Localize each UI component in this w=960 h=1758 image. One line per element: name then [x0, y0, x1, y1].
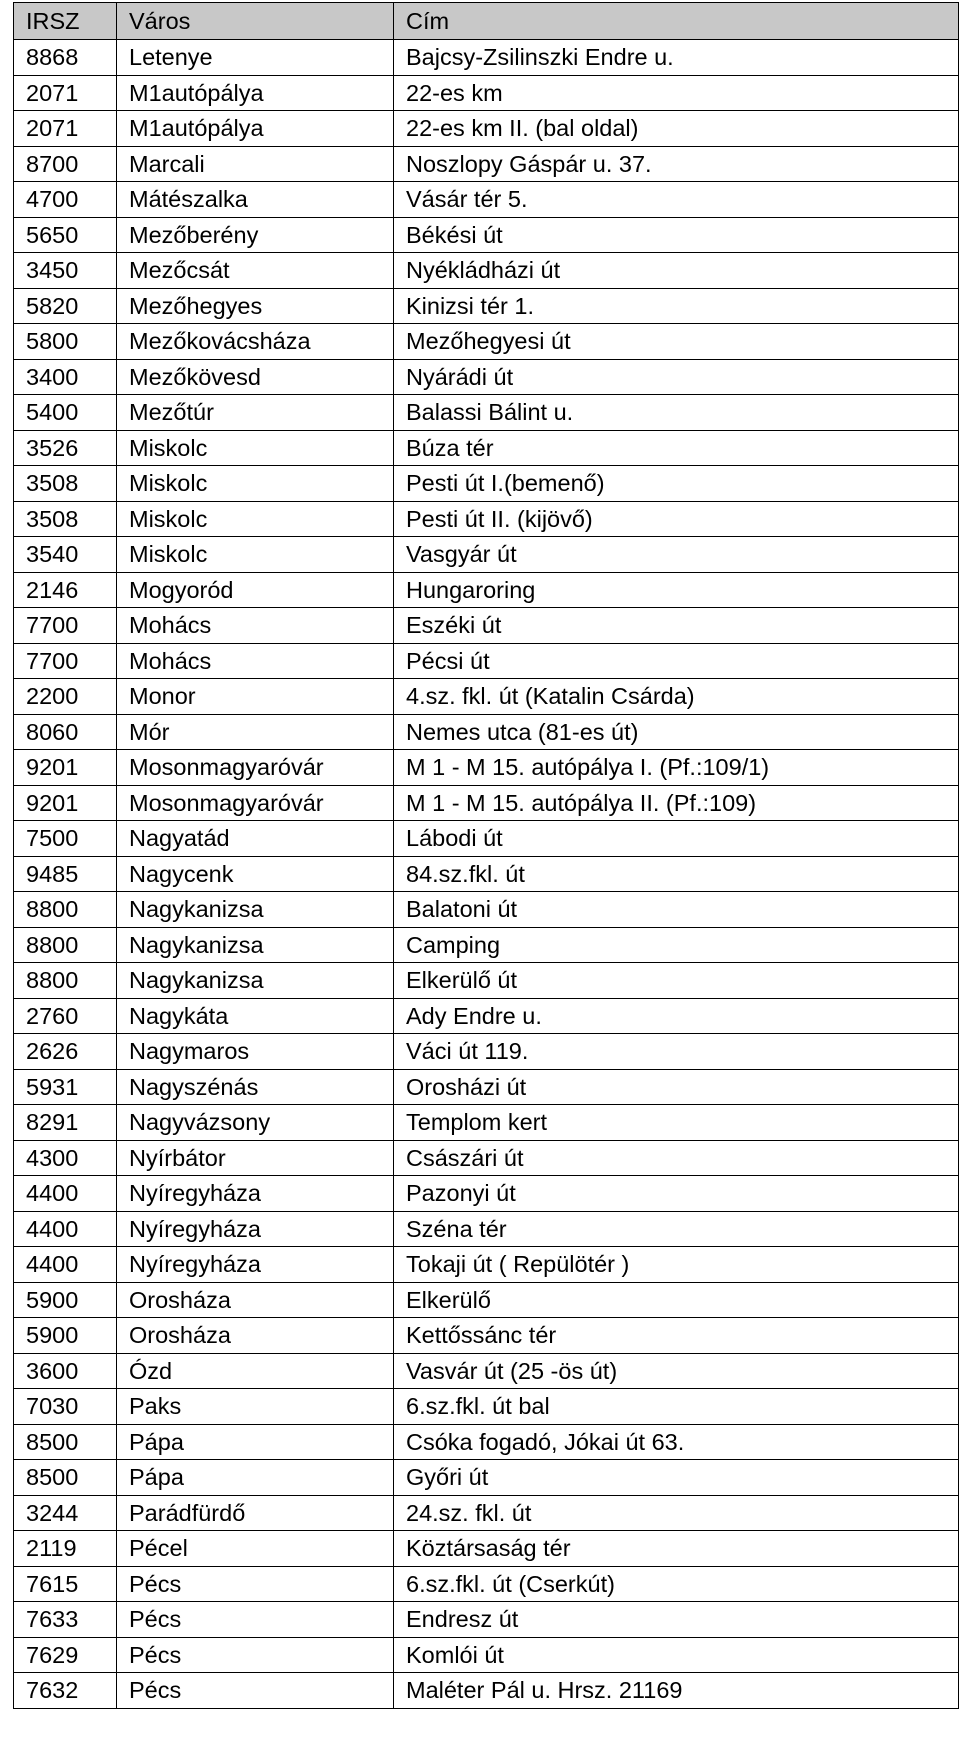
cell-varos: Ózd [117, 1353, 394, 1389]
cell-cim: Mezőhegyesi út [394, 324, 959, 360]
cell-varos: Mezőkovácsháza [117, 324, 394, 360]
cell-cim: M 1 - M 15. autópálya I. (Pf.:109/1) [394, 750, 959, 786]
cell-irsz: 7500 [14, 821, 117, 857]
table-row [14, 679, 959, 715]
cell-cim: Köztársaság tér [394, 1531, 959, 1567]
cell-cim: Győri út [394, 1460, 959, 1496]
cell-cim: Endresz út [394, 1602, 959, 1638]
address-table [13, 2, 959, 1709]
cell-varos: Nagykanizsa [117, 927, 394, 963]
table-row [14, 1140, 959, 1176]
cell-varos: Nyíregyháza [117, 1176, 394, 1212]
table-row [14, 111, 959, 147]
cell-irsz: 5900 [14, 1318, 117, 1354]
cell-cim: Pazonyi út [394, 1176, 959, 1212]
cell-varos: Mezőberény [117, 217, 394, 253]
cell-irsz: 2071 [14, 111, 117, 147]
cell-varos: Mezőhegyes [117, 288, 394, 324]
cell-irsz: 3540 [14, 537, 117, 573]
cell-varos: M1autópálya [117, 75, 394, 111]
table-row [14, 1389, 959, 1425]
table-row [14, 1034, 959, 1070]
cell-irsz: 4400 [14, 1247, 117, 1283]
cell-varos: M1autópálya [117, 111, 394, 147]
cell-irsz: 5931 [14, 1069, 117, 1105]
cell-cim: Búza tér [394, 430, 959, 466]
table-row [14, 1673, 959, 1709]
cell-cim: 22-es km II. (bal oldal) [394, 111, 959, 147]
cell-irsz: 2119 [14, 1531, 117, 1567]
cell-irsz: 8868 [14, 40, 117, 76]
cell-cim: Császári út [394, 1140, 959, 1176]
cell-varos: Miskolc [117, 430, 394, 466]
table-row [14, 1531, 959, 1567]
cell-varos: Mogyoród [117, 572, 394, 608]
cell-varos: Nagykanizsa [117, 892, 394, 928]
cell-irsz: 3508 [14, 501, 117, 537]
table-row [14, 1176, 959, 1212]
cell-varos: Mezőtúr [117, 395, 394, 431]
cell-irsz: 4700 [14, 182, 117, 218]
cell-cim: 6.sz.fkl. út (Cserkút) [394, 1566, 959, 1602]
cell-cim: Vásár tér 5. [394, 182, 959, 218]
cell-irsz: 7629 [14, 1637, 117, 1673]
cell-irsz: 5400 [14, 395, 117, 431]
table-row [14, 324, 959, 360]
cell-varos: Pápa [117, 1460, 394, 1496]
cell-cim: Ady Endre u. [394, 998, 959, 1034]
table-row [14, 1069, 959, 1105]
table-header [14, 3, 959, 40]
cell-irsz: 9201 [14, 750, 117, 786]
cell-varos: Mosonmagyaróvár [117, 785, 394, 821]
table-row [14, 643, 959, 679]
cell-cim: Bajcsy-Zsilinszki Endre u. [394, 40, 959, 76]
cell-cim: Camping [394, 927, 959, 963]
cell-cim: Széna tér [394, 1211, 959, 1247]
cell-irsz: 9201 [14, 785, 117, 821]
table-row [14, 1211, 959, 1247]
table-row [14, 608, 959, 644]
cell-varos: Nagykanizsa [117, 963, 394, 999]
cell-varos: Nyíregyháza [117, 1247, 394, 1283]
table-row [14, 1566, 959, 1602]
cell-cim: Tokaji út ( Repülötér ) [394, 1247, 959, 1283]
cell-cim: Templom kert [394, 1105, 959, 1141]
table-row [14, 1282, 959, 1318]
header-varos: Város [117, 3, 394, 40]
table-row [14, 40, 959, 76]
cell-irsz: 4400 [14, 1211, 117, 1247]
table-row [14, 572, 959, 608]
cell-cim: 6.sz.fkl. út bal [394, 1389, 959, 1425]
table-body [14, 40, 959, 1709]
cell-cim: Elkerülő út [394, 963, 959, 999]
cell-varos: Letenye [117, 40, 394, 76]
table-row [14, 537, 959, 573]
cell-irsz: 7030 [14, 1389, 117, 1425]
cell-irsz: 3450 [14, 253, 117, 289]
cell-irsz: 4300 [14, 1140, 117, 1176]
table-row [14, 1602, 959, 1638]
cell-cim: Vasvár út (25 -ös út) [394, 1353, 959, 1389]
header-irsz: IRSZ [14, 3, 117, 40]
cell-cim: Kettőssánc tér [394, 1318, 959, 1354]
cell-cim: Pécsi út [394, 643, 959, 679]
cell-varos: Miskolc [117, 537, 394, 573]
cell-varos: Nyírbátor [117, 1140, 394, 1176]
cell-irsz: 2626 [14, 1034, 117, 1070]
cell-cim: Nemes utca (81-es út) [394, 714, 959, 750]
cell-varos: Mohács [117, 608, 394, 644]
header-row [14, 3, 959, 40]
cell-irsz: 7700 [14, 643, 117, 679]
cell-cim: Orosházi út [394, 1069, 959, 1105]
cell-varos: Monor [117, 679, 394, 715]
cell-cim: 24.sz. fkl. út [394, 1495, 959, 1531]
cell-cim: Vasgyár út [394, 537, 959, 573]
table-row [14, 182, 959, 218]
cell-varos: Mosonmagyaróvár [117, 750, 394, 786]
table-row [14, 75, 959, 111]
cell-cim: 4.sz. fkl. út (Katalin Csárda) [394, 679, 959, 715]
cell-varos: Orosháza [117, 1318, 394, 1354]
cell-irsz: 3526 [14, 430, 117, 466]
table-row [14, 1105, 959, 1141]
cell-irsz: 3600 [14, 1353, 117, 1389]
cell-cim: Komlói út [394, 1637, 959, 1673]
table-row [14, 1318, 959, 1354]
table-row [14, 1495, 959, 1531]
cell-varos: Parádfürdő [117, 1495, 394, 1531]
cell-varos: Marcali [117, 146, 394, 182]
table-row [14, 359, 959, 395]
table-row [14, 217, 959, 253]
cell-varos: Miskolc [117, 466, 394, 502]
cell-varos: Nagycenk [117, 856, 394, 892]
cell-irsz: 8500 [14, 1424, 117, 1460]
cell-cim: 22-es km [394, 75, 959, 111]
cell-varos: Pécs [117, 1566, 394, 1602]
cell-cim: Nyékládházi út [394, 253, 959, 289]
cell-irsz: 2071 [14, 75, 117, 111]
cell-irsz: 2200 [14, 679, 117, 715]
cell-varos: Pécs [117, 1637, 394, 1673]
table-row [14, 1424, 959, 1460]
cell-varos: Nyíregyháza [117, 1211, 394, 1247]
cell-cim: Balassi Bálint u. [394, 395, 959, 431]
table-row [14, 1353, 959, 1389]
cell-irsz: 7615 [14, 1566, 117, 1602]
cell-varos: Nagyszénás [117, 1069, 394, 1105]
cell-cim: Hungaroring [394, 572, 959, 608]
cell-cim: Nyárádi út [394, 359, 959, 395]
table-row [14, 892, 959, 928]
cell-cim: Kinizsi tér 1. [394, 288, 959, 324]
table-row [14, 430, 959, 466]
table-row [14, 998, 959, 1034]
table-row [14, 821, 959, 857]
cell-cim: Noszlopy Gáspár u. 37. [394, 146, 959, 182]
cell-cim: M 1 - M 15. autópálya II. (Pf.:109) [394, 785, 959, 821]
cell-irsz: 2760 [14, 998, 117, 1034]
cell-cim: Eszéki út [394, 608, 959, 644]
table-row [14, 963, 959, 999]
cell-varos: Mezőkövesd [117, 359, 394, 395]
cell-irsz: 4400 [14, 1176, 117, 1212]
cell-varos: Pécs [117, 1602, 394, 1638]
cell-irsz: 7633 [14, 1602, 117, 1638]
cell-irsz: 3508 [14, 466, 117, 502]
cell-irsz: 5900 [14, 1282, 117, 1318]
cell-irsz: 9485 [14, 856, 117, 892]
cell-varos: Mátészalka [117, 182, 394, 218]
cell-irsz: 2146 [14, 572, 117, 608]
table-row [14, 466, 959, 502]
cell-varos: Mezőcsát [117, 253, 394, 289]
cell-cim: Pesti út I.(bemenő) [394, 466, 959, 502]
table-row [14, 253, 959, 289]
cell-cim: 84.sz.fkl. út [394, 856, 959, 892]
cell-irsz: 8700 [14, 146, 117, 182]
cell-varos: Nagyvázsony [117, 1105, 394, 1141]
header-cim: Cím [394, 3, 959, 40]
cell-varos: Nagykáta [117, 998, 394, 1034]
cell-cim: Lábodi út [394, 821, 959, 857]
cell-irsz: 8800 [14, 892, 117, 928]
table-row [14, 714, 959, 750]
cell-varos: Pécel [117, 1531, 394, 1567]
table-row [14, 1637, 959, 1673]
cell-cim: Maléter Pál u. Hrsz. 21169 [394, 1673, 959, 1709]
cell-varos: Paks [117, 1389, 394, 1425]
cell-irsz: 8800 [14, 963, 117, 999]
cell-irsz: 5800 [14, 324, 117, 360]
cell-cim: Váci út 119. [394, 1034, 959, 1070]
cell-irsz: 8500 [14, 1460, 117, 1496]
cell-irsz: 8060 [14, 714, 117, 750]
cell-varos: Nagymaros [117, 1034, 394, 1070]
cell-irsz: 5820 [14, 288, 117, 324]
cell-varos: Pécs [117, 1673, 394, 1709]
table-row [14, 927, 959, 963]
table-row [14, 395, 959, 431]
table-row [14, 1247, 959, 1283]
table-row [14, 785, 959, 821]
cell-cim: Elkerülő [394, 1282, 959, 1318]
cell-irsz: 7700 [14, 608, 117, 644]
cell-cim: Balatoni út [394, 892, 959, 928]
cell-varos: Mohács [117, 643, 394, 679]
cell-varos: Nagyatád [117, 821, 394, 857]
cell-varos: Mór [117, 714, 394, 750]
cell-cim: Pesti út II. (kijövő) [394, 501, 959, 537]
cell-irsz: 3400 [14, 359, 117, 395]
table-row [14, 146, 959, 182]
table-row [14, 501, 959, 537]
cell-irsz: 8800 [14, 927, 117, 963]
cell-varos: Miskolc [117, 501, 394, 537]
table-row [14, 750, 959, 786]
cell-varos: Pápa [117, 1424, 394, 1460]
address-table-container [13, 2, 958, 1709]
table-row [14, 856, 959, 892]
cell-irsz: 3244 [14, 1495, 117, 1531]
cell-irsz: 7632 [14, 1673, 117, 1709]
table-row [14, 288, 959, 324]
cell-cim: Csóka fogadó, Jókai út 63. [394, 1424, 959, 1460]
cell-cim: Békési út [394, 217, 959, 253]
cell-irsz: 8291 [14, 1105, 117, 1141]
cell-irsz: 5650 [14, 217, 117, 253]
table-row [14, 1460, 959, 1496]
cell-varos: Orosháza [117, 1282, 394, 1318]
